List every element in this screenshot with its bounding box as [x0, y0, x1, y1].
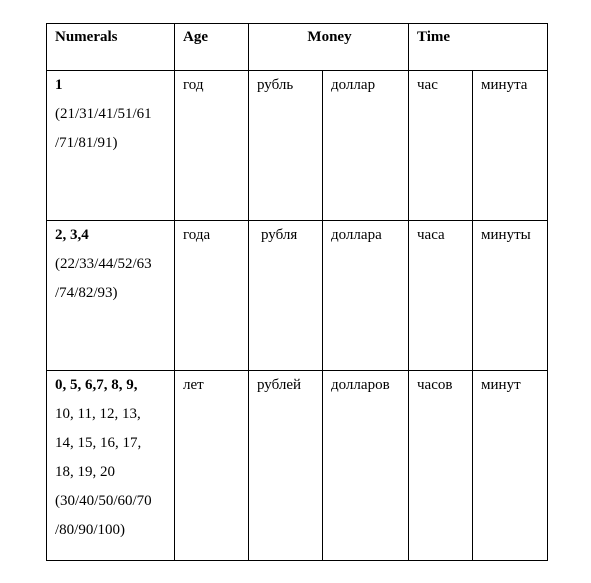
- numerals-extra-line: 10, 11, 12, 13,: [55, 406, 141, 422]
- header-age: Age: [175, 24, 249, 71]
- dollar-form: доллара: [323, 221, 409, 371]
- table-row: [47, 371, 548, 561]
- table-header-row: [47, 24, 548, 71]
- dollar-form: долларов: [323, 371, 409, 561]
- table-row: [47, 71, 548, 221]
- numerals-case-table: [46, 23, 548, 561]
- numerals-extra-line: /80/90/100): [55, 522, 125, 538]
- minute-form: минут: [473, 371, 548, 561]
- minute-form: минуты: [473, 221, 548, 371]
- rouble-form: рубль: [249, 71, 323, 221]
- numerals-extra-line: /71/81/91): [55, 135, 118, 151]
- numerals-cell: [47, 371, 175, 561]
- table-row: [47, 221, 548, 371]
- numerals-main: 2, 3,4: [55, 227, 89, 243]
- rouble-form: рублей: [249, 371, 323, 561]
- numerals-main: 0, 5, 6,7, 8, 9,: [55, 377, 138, 393]
- numerals-extra-line: (21/31/41/51/61: [55, 106, 152, 122]
- hour-form: час: [409, 71, 473, 221]
- age-form: года: [175, 221, 249, 371]
- numerals-extra-line: /74/82/93): [55, 285, 118, 301]
- age-form: год: [175, 71, 249, 221]
- header-numerals: Numerals: [47, 24, 175, 71]
- hour-form: часов: [409, 371, 473, 561]
- age-form: лет: [175, 371, 249, 561]
- minute-form: минута: [473, 71, 548, 221]
- numerals-main: 1: [55, 77, 63, 93]
- rouble-form: рубля: [249, 221, 323, 371]
- numerals-extra-line: (30/40/50/60/70: [55, 493, 152, 509]
- header-time: Time: [409, 24, 548, 71]
- numerals-cell: [47, 71, 175, 221]
- numerals-extra-line: (22/33/44/52/63: [55, 256, 152, 272]
- numerals-cell: [47, 221, 175, 371]
- header-money: Money: [249, 24, 409, 71]
- numerals-extra-line: 18, 19, 20: [55, 464, 115, 480]
- dollar-form: доллар: [323, 71, 409, 221]
- numerals-extra-line: 14, 15, 16, 17,: [55, 435, 142, 451]
- hour-form: часа: [409, 221, 473, 371]
